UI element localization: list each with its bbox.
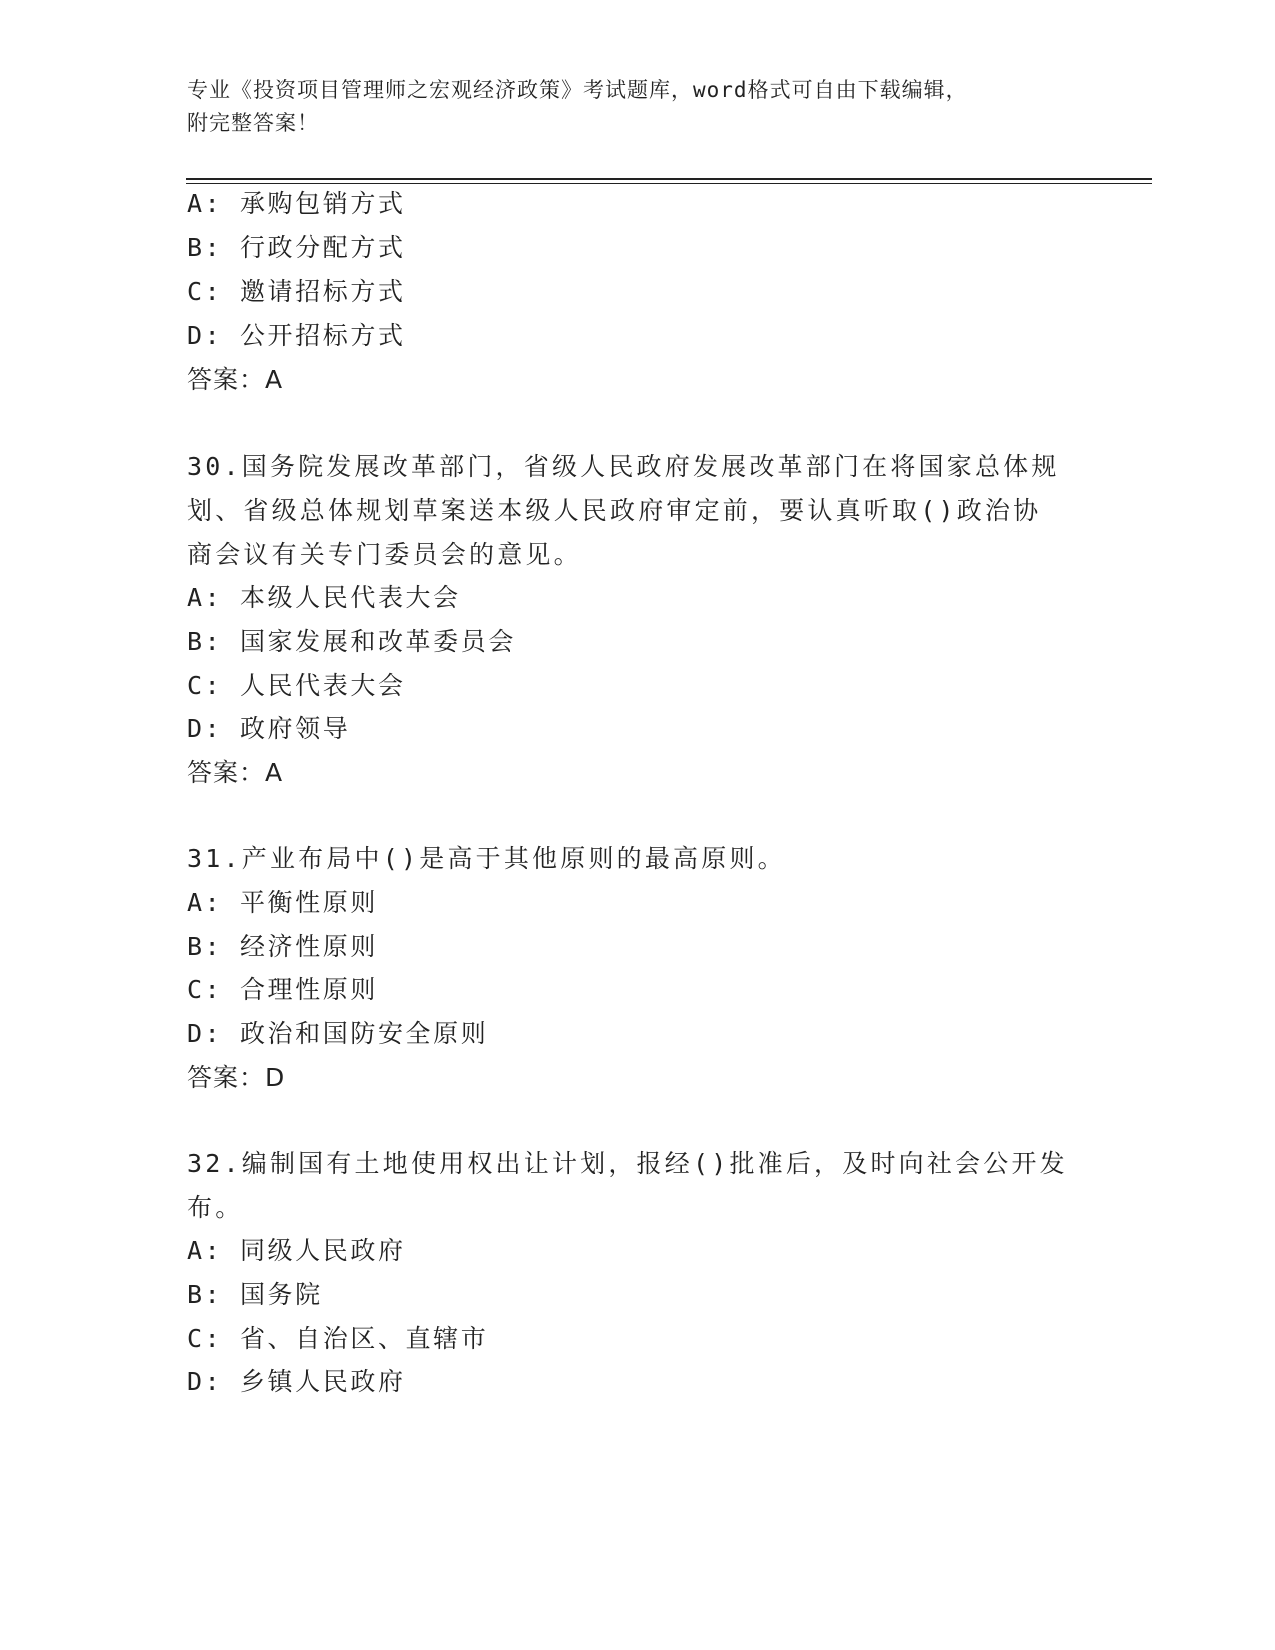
header-divider-thick (186, 178, 1152, 180)
q32-option-b: B: 国务院 (187, 1280, 323, 1309)
q30-option-a: A: 本级人民代表大会 (187, 583, 461, 612)
q32-option-a: A: 同级人民政府 (187, 1236, 406, 1265)
q31-answer: 答案：D (187, 1063, 286, 1092)
document-header (187, 74, 1067, 140)
q31-option-d: D: 政治和国防安全原则 (187, 1019, 489, 1048)
q29-answer: 答案：A (187, 365, 284, 394)
q31-option-b: B: 经济性原则 (187, 932, 378, 961)
q31-option-a: A: 平衡性原则 (187, 888, 378, 917)
header-divider-thin (186, 183, 1152, 184)
q29-option-d: D: 公开招标方式 (187, 321, 406, 350)
q30-option-b: B: 国家发展和改革委员会 (187, 627, 516, 656)
q29-option-c: C: 邀请招标方式 (187, 277, 406, 306)
q32-option-c: C: 省、自治区、直辖市 (187, 1324, 489, 1353)
q32-option-d: D: 乡镇人民政府 (187, 1367, 406, 1396)
q30-answer: 答案：A (187, 758, 284, 787)
q30-stem-line-1: 30.国务院发展改革部门，省级人民政府发展改革部门在将国家总体规 (187, 452, 1060, 481)
q30-option-c: C: 人民代表大会 (187, 671, 406, 700)
header-line-2: 附完整答案！ (187, 111, 319, 135)
q31-stem-line-1: 31.产业布局中()是高于其他原则的最高原则。 (187, 844, 786, 873)
header-line-1: 专业《投资项目管理师之宏观经济政策》考试题库，word格式可自由下载编辑， (187, 78, 968, 102)
q31-option-c: C: 合理性原则 (187, 975, 378, 1004)
q32-stem-line-1: 32.编制国有土地使用权出让计划，报经()批准后，及时向社会公开发 (187, 1149, 1068, 1178)
q30-stem-line-2: 划、省级总体规划草案送本级人民政府审定前，要认真听取()政治协 (187, 496, 1042, 525)
q32-stem-line-2: 布。 (187, 1193, 244, 1222)
q30-stem-line-3: 商会议有关专门委员会的意见。 (187, 540, 582, 569)
q29-option-a: A: 承购包销方式 (187, 189, 406, 218)
q30-option-d: D: 政府领导 (187, 714, 351, 743)
q29-option-b: B: 行政分配方式 (187, 233, 406, 262)
